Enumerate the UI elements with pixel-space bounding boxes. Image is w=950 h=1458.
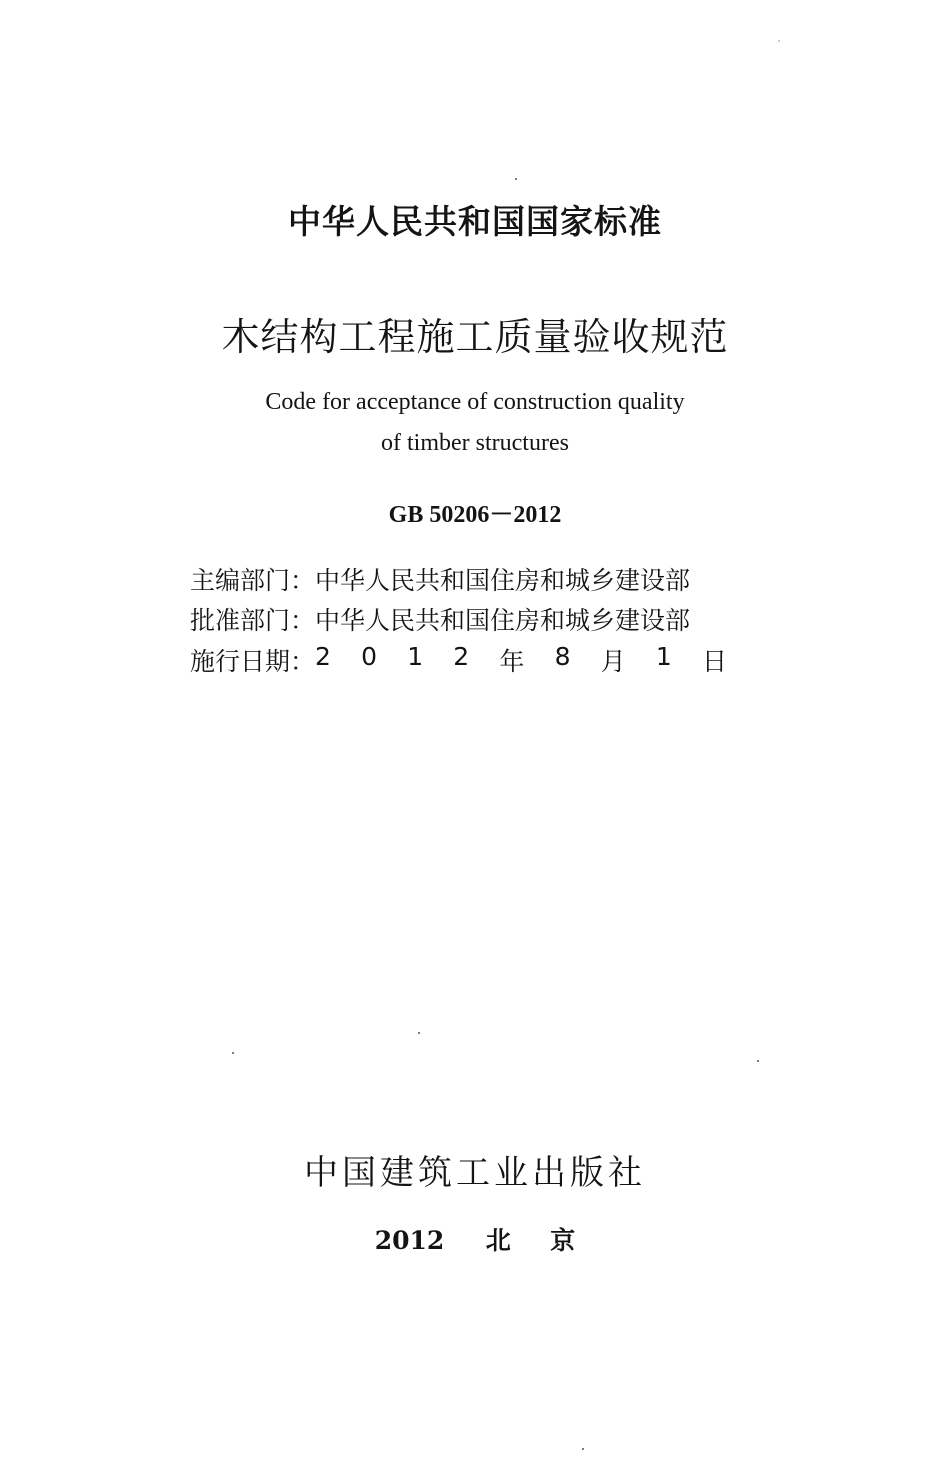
publication-city-char: 北 xyxy=(485,1226,511,1255)
approver-row xyxy=(190,600,750,638)
scan-speck xyxy=(582,1448,584,1450)
scan-speck xyxy=(418,1032,420,1034)
publisher-name: 中国建筑工业出版社 xyxy=(304,1153,646,1193)
standard-code: GB 50206－2012 xyxy=(388,502,562,528)
effective-date-row xyxy=(190,641,750,679)
chief-editor-row xyxy=(190,560,750,598)
date-digit: 1 xyxy=(407,642,424,671)
date-digit: 8 xyxy=(554,642,571,671)
date-day-char: 日 xyxy=(701,647,727,676)
english-title-line-1: Code for acceptance of construction quality xyxy=(265,389,685,415)
publication-year-place xyxy=(0,1221,950,1257)
approver-value: 中华人民共和国住房和城乡建设部 xyxy=(315,606,691,635)
date-month-char: 月 xyxy=(600,647,626,676)
scan-speck xyxy=(778,40,780,42)
effective-date-value xyxy=(315,642,727,678)
standard-heading: 中华人民共和国国家标准 xyxy=(288,202,662,241)
effective-date-label: 施行日期： xyxy=(190,647,316,676)
approver-label: 批准部门： xyxy=(190,606,316,635)
chinese-title: 木结构工程施工质量验收规范 xyxy=(221,315,729,359)
chief-editor-label: 主编部门： xyxy=(190,566,316,595)
scan-speck xyxy=(757,1060,759,1062)
publication-year: 2012 xyxy=(374,1226,445,1255)
chief-editor-value: 中华人民共和国住房和城乡建设部 xyxy=(315,566,691,595)
date-digit: 2 xyxy=(453,642,470,671)
scan-speck xyxy=(515,178,517,180)
date-digit: 0 xyxy=(361,642,378,671)
date-digit: 2 xyxy=(315,642,331,671)
scan-speck xyxy=(232,1052,234,1054)
english-title-line-2: of timber structures xyxy=(381,430,569,456)
date-year-char: 年 xyxy=(499,647,525,676)
date-digit: 1 xyxy=(655,642,672,671)
publication-city-char: 京 xyxy=(550,1226,576,1255)
